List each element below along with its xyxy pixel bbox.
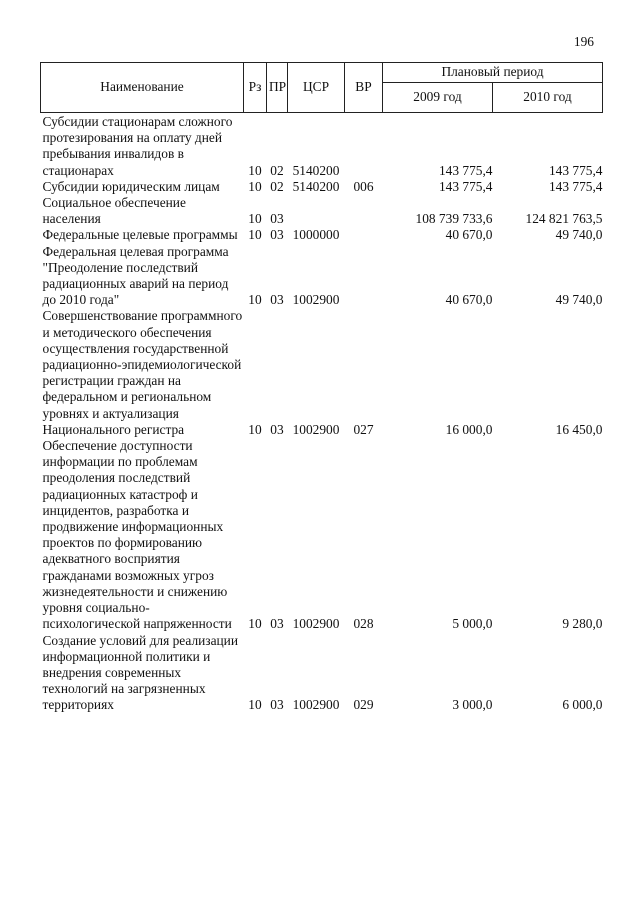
row-vr: 006: [353, 178, 374, 194]
row-csr: 1002900: [292, 421, 340, 437]
header-name: Наименование: [41, 63, 244, 113]
row-name: Создание условий для реализации информационной политики и внедрения современных технологий на загрязненных территориях: [42, 632, 239, 713]
row-rz: 10: [248, 162, 262, 178]
row-name: Федеральная целевая программа "Преодоление последствий радиационных аварий на период до 2010 года": [42, 243, 229, 308]
row-csr: 1002900: [292, 616, 340, 632]
table-row: [41, 244, 603, 309]
row-name: Обеспечение доступности информации по проблемам преодоления последствий радиационных катастроф и инцидентов, разработка и продвижение информационных проектов по формированию адекватного восприятия гражданами возможных угроз жизнедеятельности и снижению уровня социально-психологической напряженности: [42, 438, 232, 632]
table-row: [41, 179, 603, 195]
row-vr: [345, 195, 383, 227]
row-name: Совершенствование программного и методического обеспечения осуществления государственной радиационно-эпидемиологической регистрации граждан на федеральном и региональном уровнях и актуализация Национального регистра: [42, 308, 243, 437]
row-rz: 10: [248, 697, 262, 713]
row-pr: 02: [270, 162, 284, 178]
row-csr: 1000000: [292, 227, 340, 243]
header-planned-period: Плановый период: [383, 63, 603, 83]
row-rz: 10: [248, 178, 262, 194]
table-row: [41, 113, 603, 179]
row-value-2010: 143 775,4: [548, 162, 603, 178]
row-pr: 03: [270, 227, 284, 243]
row-pr: 03: [270, 697, 284, 713]
row-value-2009: 108 739 733,6: [415, 211, 493, 227]
row-rz: 10: [248, 421, 262, 437]
row-pr: 03: [270, 211, 284, 227]
row-value-2010: 49 740,0: [555, 292, 603, 308]
row-csr: 1002900: [292, 292, 340, 308]
table-row: [41, 633, 603, 714]
row-rz: 10: [248, 211, 262, 227]
row-value-2009: 40 670,0: [445, 292, 493, 308]
row-value-2009: 40 670,0: [445, 227, 493, 243]
header-rz: Рз: [244, 63, 267, 113]
row-value-2010: 124 821 763,5: [525, 211, 603, 227]
row-value-2010: 9 280,0: [562, 616, 603, 632]
row-csr: 1002900: [292, 697, 340, 713]
row-csr: [288, 195, 345, 227]
row-vr: 027: [353, 421, 374, 437]
header-year-2009: 2009 год: [383, 83, 493, 113]
row-pr: 03: [270, 616, 284, 632]
header-pr: ПР: [267, 63, 288, 113]
row-csr: 5140200: [292, 178, 340, 194]
row-pr: 02: [270, 178, 284, 194]
row-name: Социальное обеспечение населения: [42, 195, 186, 227]
page-number: 196: [573, 34, 594, 49]
header-vr: ВР: [345, 63, 383, 113]
row-value-2009: 5 000,0: [452, 616, 493, 632]
row-rz: 10: [248, 292, 262, 308]
row-value-2009: 143 775,4: [438, 178, 493, 194]
row-rz: 10: [248, 616, 262, 632]
row-pr: 03: [270, 292, 284, 308]
row-rz: 10: [248, 227, 262, 243]
table-row: [41, 438, 603, 632]
row-name: Субсидии стационарам сложного протезирования на оплату дней пребывания инвалидов в стационарах: [42, 114, 233, 178]
row-vr: [345, 244, 383, 309]
header-csr: ЦСР: [288, 63, 345, 113]
row-vr: [345, 227, 383, 243]
row-value-2009: 3 000,0: [452, 697, 493, 713]
table-row: [41, 195, 603, 227]
row-csr: 5140200: [292, 162, 340, 178]
row-vr: 028: [353, 616, 374, 632]
budget-table: [40, 62, 602, 714]
row-name: Федеральные целевые программы: [42, 227, 238, 243]
row-name: Субсидии юридическим лицам: [42, 178, 220, 194]
row-value-2010: 143 775,4: [548, 178, 603, 194]
row-value-2010: 16 450,0: [555, 421, 603, 437]
header-year-2010: 2010 год: [493, 83, 603, 113]
row-vr: [345, 113, 383, 179]
row-value-2010: 49 740,0: [555, 227, 603, 243]
table-row: [41, 227, 603, 243]
row-value-2010: 6 000,0: [562, 697, 603, 713]
row-value-2009: 143 775,4: [438, 162, 493, 178]
table-row: [41, 308, 603, 438]
row-value-2009: 16 000,0: [445, 421, 493, 437]
row-pr: 03: [270, 421, 284, 437]
row-vr: 029: [353, 697, 374, 713]
